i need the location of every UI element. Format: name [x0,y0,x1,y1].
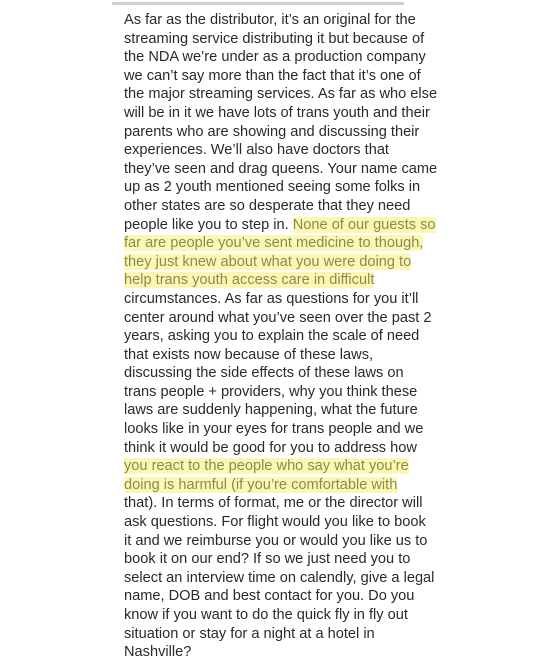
message-text: circumstances. As far as questions for you it’ll [124,290,419,307]
message-text: select an interview time on calendly, give a legal [124,569,435,586]
message-text: laws are suddenly happening, what the future [124,402,418,419]
message-text: that exists now because of these laws, [124,346,374,363]
message-line [124,141,424,160]
message-line [124,67,424,86]
message-line [124,494,424,513]
message-line [124,11,424,30]
message-line [124,123,424,142]
highlighted-text: None of our guests so [292,216,436,233]
message-line [124,532,428,551]
message-text: trans people + providers, why you think these [124,383,418,400]
message-text: the major streaming services. As far as who else [124,86,438,103]
message-line [124,420,424,439]
message-line [124,346,424,365]
message-line [124,457,424,476]
highlighted-text: they just knew about what you were doing to [124,253,412,270]
message-text: it and we reimburse you or would you like us to [124,532,428,549]
message-line [124,383,424,402]
message-text: discussing the side effects of these laws on [124,365,404,382]
message-line [124,643,424,662]
message-text: experiences. We’ll also have doctors that [124,142,389,159]
message-line [124,439,424,458]
message-text: people like you to step in. [124,216,293,233]
message-line [124,327,424,346]
message-line [124,30,424,49]
message-line [124,234,424,253]
message-text: parents who are showing and discussing their [124,123,420,140]
message-body [124,11,438,662]
message-line [124,178,424,197]
message-text: book it on our end? If so we just need you to [124,551,411,568]
top-divider [112,2,404,5]
message-line [124,290,424,309]
message-line [124,401,424,420]
message-text: up as 2 youth mentioned seeing some folks in [124,179,421,196]
message-line [124,625,424,644]
message-text: think it would be good for you to address how [124,439,417,456]
highlighted-text: help trans youth access care in difficult [124,272,375,289]
message-text: years, asking you to explain the scale of need [124,328,420,345]
message-line [124,160,438,179]
message-text: that). In terms of format, me or the director will [124,495,423,512]
message-text: streaming service distributing it but because of [124,30,425,47]
message-line [124,569,435,588]
message-text: name, DOB and best contact for you. Do you [124,588,415,605]
message-line [124,48,424,67]
message-text: center around what you’ve seen over the past 2 [124,309,432,326]
message-line [124,85,438,104]
message-text: As far as the distributor, it’s an original for the [124,12,416,28]
message-line [124,104,430,123]
message-text: know if you want to do the quick fly in fly out [124,607,408,623]
message-line [124,216,436,235]
highlighted-text: doing is harmful (if you’re comfortable with [124,476,398,493]
message-line [124,606,424,625]
message-text: we can’t say more than the fact that it’s one of [124,67,421,84]
message-line [124,197,424,216]
message-line [124,271,424,290]
message-line [124,253,424,272]
message-text: will be in it we have lots of trans youth and their [124,104,430,121]
message-line [124,364,424,383]
message-text: other states are so desperate that they need [124,197,411,214]
message-text: situation or stay for a night at a hotel in [124,625,375,642]
highlighted-text: you react to the people who say what you’re [124,458,409,475]
message-line [124,550,424,569]
message-text: they’ve seen and drag queens. Your name came [124,160,438,177]
message-line [124,513,424,532]
message-line [124,476,424,495]
message-text: the NDA we’re under as a production company [124,49,426,66]
message-text: ask questions. For flight would you like to book [124,514,426,531]
highlighted-text: far are people you’ve sent medicine to though, [124,235,424,252]
message-text: looks like in your eyes for trans people and we [124,421,424,438]
message-line [124,309,432,328]
message-line [124,587,424,606]
message-text: Nashville? [124,644,192,661]
